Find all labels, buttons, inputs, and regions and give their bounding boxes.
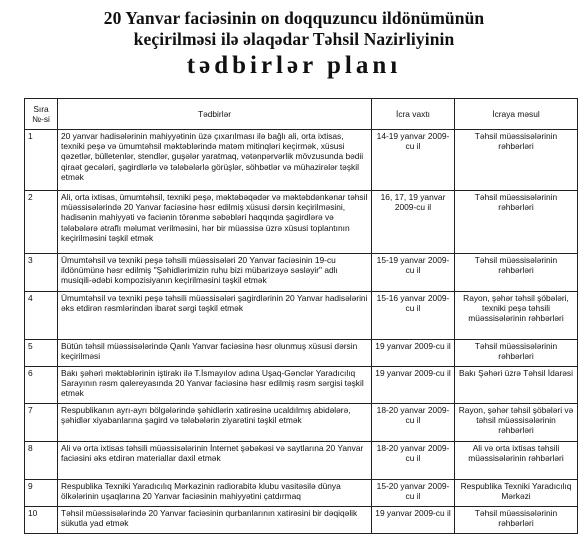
row-deadline: 18-20 yanvar 2009-cu il bbox=[372, 404, 455, 442]
table-row bbox=[25, 191, 578, 254]
row-deadline: 19 yanvar 2009-cu il bbox=[372, 340, 455, 367]
row-event: Respublikanın ayrı-ayrı bölgələrində şəhidlərin xatirəsinə ucaldılmış abidələrə, şəhidlər xiyabanlarına şagird və tələbələrin ziyarətini təşkil etmək bbox=[58, 404, 372, 442]
header-events: Tədbirlər bbox=[58, 99, 372, 130]
row-number: 2 bbox=[25, 191, 58, 254]
row-deadline: 16, 17, 19 yanvar 2009-cu il bbox=[372, 191, 455, 254]
row-deadline: 18-20 yanvar 2009-cu il bbox=[372, 442, 455, 480]
events-plan-table bbox=[24, 98, 578, 534]
row-number: 6 bbox=[25, 367, 58, 404]
row-responsible: Təhsil müəssisələrinin rəhbərləri bbox=[455, 340, 578, 367]
row-deadline: 15-20 yanvar 2009-cu il bbox=[372, 480, 455, 507]
title-line-3: tədbirlər planı bbox=[186, 52, 402, 79]
row-responsible: Rayon, şəhər təhsil şöbələri, texniki peşə təhsili müəssisələrinin rəhbərləri bbox=[455, 292, 578, 340]
row-number: 9 bbox=[25, 480, 58, 507]
row-event: Ali və orta ixtisas təhsili müəssisələrinin İnternet şəbəkəsi və saytlarına 20 Yanvar faciəsini əks etdirən materiallar daxil etmək bbox=[58, 442, 372, 480]
row-event: 20 yanvar hadisələrinin mahiyyətinin üzə çıxarılması ilə bağlı ali, orta ixtisas, texniki peşə və ümumtəhsil məktəblərində matəm mitinqləri keçirmək, xüsusi qəzetlər, bülletenlər, stendlər, guşələr yaratmaq, vətənpərvərlik mövzusunda bədii qiraət gecələri, şagirdlərlə və tələbələrlə görüşlər, söhbətlər və mühazirələr təşkil etmək bbox=[58, 130, 372, 191]
row-deadline: 15-16 yanvar 2009-cu il bbox=[372, 292, 455, 340]
row-event: Bakı şəhəri məktəblərinin iştirakı ilə T.İsmayılov adına Uşaq-Gənclər Yaradıcılıq Sarayının rəsm qalereyasında 20 Yanvar faciəsinə həsr edilmiş rəsm sərgisi təşkil etmək bbox=[58, 367, 372, 404]
row-responsible: Təhsil müəssisələrinin rəhbərləri bbox=[455, 191, 578, 254]
document-header bbox=[0, 0, 588, 81]
table-row bbox=[25, 340, 578, 367]
row-deadline: 14-19 yanvar 2009-cu il bbox=[372, 130, 455, 191]
row-responsible: Respublika Texniki Yaradıcılıq Mərkəzi bbox=[455, 480, 578, 507]
row-number: 1 bbox=[25, 130, 58, 191]
row-deadline: 19 yanvar 2009-cu il bbox=[372, 367, 455, 404]
row-responsible: Təhsil müəssisələrinin rəhbərləri bbox=[455, 130, 578, 191]
table-header-row bbox=[25, 99, 578, 130]
row-responsible: Ali və orta ixtisas təhsili müəssisələrinin rəhbərləri bbox=[455, 442, 578, 480]
row-event: Təhsil müəssisələrində 20 Yanvar faciəsinin qurbanlarının xatirəsini bir dəqiqəlik sükutla yad etmək bbox=[58, 507, 372, 534]
row-event: Ümumtəhsil və texniki peşə təhsili müəssisələri 20 Yanvar faciəsinin 19-cu ildönümünə həsr edilmiş "Şəhidlərimizin ruhu bizi mübarizəyə səsləyir" adlı musiqili-ədəbi kompozisiyanın keçirilməsini təşkil etmək bbox=[58, 254, 372, 292]
row-number: 7 bbox=[25, 404, 58, 442]
row-event: Respublika Texniki Yaradıcılıq Mərkəzinin radiorabitə klubu vasitəsilə dünya ölkələrinin uşaqlarına 20 Yanvar faciəsinin mahiyyətini çatdırmaq bbox=[58, 480, 372, 507]
row-number: 3 bbox=[25, 254, 58, 292]
table-row bbox=[25, 507, 578, 534]
row-number: 10 bbox=[25, 507, 58, 534]
header-responsible: İcraya məsul bbox=[455, 99, 578, 130]
row-event: Bütün təhsil müəssisələrində Qanlı Yanvar faciəsinə həsr olunmuş xüsusi dərsin keçirilməsi bbox=[58, 340, 372, 367]
table-row bbox=[25, 442, 578, 480]
header-deadline: İcra vaxtı bbox=[372, 99, 455, 130]
row-deadline: 19 yanvar 2009-cu il bbox=[372, 507, 455, 534]
row-responsible: Təhsil müəssisələrinin rəhbərləri bbox=[455, 507, 578, 534]
title-line-2: keçirilməsi ilə əlaqədar Təhsil Nazirliyinin bbox=[133, 29, 455, 49]
row-deadline: 15-19 yanvar 2009-cu il bbox=[372, 254, 455, 292]
row-number: 8 bbox=[25, 442, 58, 480]
row-responsible: Bakı Şəhəri üzrə Təhsil İdarəsi bbox=[455, 367, 578, 404]
row-event: Ali, orta ixtisas, ümumtəhsil, texniki peşə, məktəbəqədər və məktəbdənkənar təhsil müəssisələrində 20 Yanvar faciəsinə həsr edilmiş xüsusi dərsin keçirilməsini, hadisənin mahiyyəti və faciənin törənmə səbəbləri haqqında şagirdlərə və tələbələrə ətraflı məlumat verilməsini, hər bir müəssisə üzrə xüsusi toplantının keçirilməsini təşkil etmək bbox=[58, 191, 372, 254]
table-row bbox=[25, 367, 578, 404]
table-row bbox=[25, 404, 578, 442]
table-row bbox=[25, 480, 578, 507]
table-row bbox=[25, 130, 578, 191]
row-number: 4 bbox=[25, 292, 58, 340]
row-responsible: Təhsil müəssisələrinin rəhbərləri bbox=[455, 254, 578, 292]
header-number: Sıra №-si bbox=[25, 99, 58, 130]
table-row bbox=[25, 292, 578, 340]
table-row bbox=[25, 254, 578, 292]
row-responsible: Rayon, şəhər təhsil şöbələri və təhsil müəssisələrinin rəhbərləri bbox=[455, 404, 578, 442]
row-event: Ümumtəhsil və texniki peşə təhsili müəssisələri şagirdlərinin 20 Yanvar hadisələrini əks etdirən rəsmlərindən ibarət sərgi təşkil etmək bbox=[58, 292, 372, 340]
title-line-1: 20 Yanvar faciəsinin on doqquzuncu ildönümünün bbox=[103, 8, 485, 28]
row-number: 5 bbox=[25, 340, 58, 367]
